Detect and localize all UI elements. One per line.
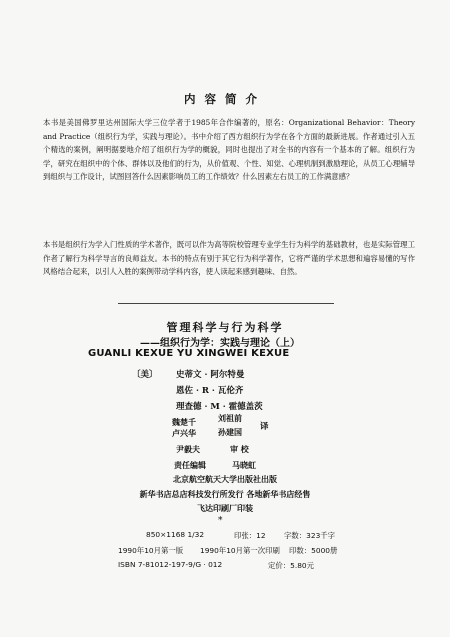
- editor-label: 责任编辑: [174, 460, 206, 470]
- intro-paragraph-2: 本书是组织行为学入门性质的学术著作，既可以作为高等院校管理专业学生行为科学的基础教材，也是实际管理工作者了解行为科学导言的良师益友。本书的特点有别于其它行为科学著作，它将严谨的学术思想和遍容易懂的写作风格结合起来，以引人入胜的案例带动学科内容，使人读起来感到趣味、自然。: [43, 240, 415, 277]
- book-title-pinyin: GUANLI KEXUE YU XINGWEI KEXUE: [88, 348, 290, 359]
- price: 定价：5.80元: [268, 561, 315, 570]
- book-title: 管理科学与行为科学: [166, 321, 284, 334]
- translator-a1: 魏楚千: [172, 417, 196, 427]
- country-tag: 〔美〕: [132, 370, 158, 380]
- distribution-line: 新华书店总店科技发行所发行 各地新华书店经售: [139, 489, 311, 499]
- translator-b1: 卢兴华: [172, 428, 196, 438]
- intro-paragraph-1: 本书是美国佛罗里达州国际大学三位学者于1985年合作编著的，原名：Organizational Behavior：Theory and Practice（组织行为学，实践与理论）。书中介绍了西方组织行为学在各个方面的最新进展。作者通过引入五个精选的案例，阐明据要地介绍了组织行为学的概貌，同时也提出了对全书的内容有一个基本的了解。组织行为学，研究在组织中的个体、群体以及他们的行为，从价值观、个性、知觉、心理机制到激励理论，从员工心理辅导到组织与工作设计，试图回答什么因素影响员工的工作绩效？什么因素左右员工的工作满意感？: [43, 118, 415, 182]
- print-run: 印数：5000册: [289, 546, 338, 555]
- translator-a2: 刘祖前: [218, 413, 242, 423]
- sheets-spec: 印张：12: [234, 531, 266, 540]
- printing-info: 1990年10月第一次印刷: [200, 546, 280, 555]
- author-2: 恩佐 · R · 瓦伦齐: [176, 386, 244, 396]
- translate-role: 译: [260, 422, 269, 432]
- book-subtitle: ——组织行为学：实践与理论（上）: [140, 338, 300, 349]
- printer-line: 飞达印刷厂印装: [197, 503, 253, 513]
- words-spec: 字数：323千字: [284, 531, 336, 540]
- edition-info: 1990年10月第一版: [118, 546, 184, 555]
- isbn: ISBN 7-81012-197-9/G · 012: [118, 560, 223, 569]
- reviewer: 尹毅夫: [176, 444, 200, 454]
- press-line: 北京航空航天大学出版社出版: [173, 474, 277, 484]
- editor-name: 马晓虹: [232, 460, 256, 470]
- star-separator: *: [218, 516, 223, 526]
- format-spec: 850×1168 1/32: [146, 530, 205, 539]
- intro-title: 内容简介: [184, 92, 266, 106]
- divider: [118, 303, 334, 304]
- review-role: 审 校: [230, 444, 249, 454]
- author-1: 史蒂文 · 阿尔特曼: [176, 370, 245, 380]
- translator-b2: 孙建国: [218, 427, 242, 437]
- author-3: 理查德 · M · 霍德盖茨: [176, 402, 263, 412]
